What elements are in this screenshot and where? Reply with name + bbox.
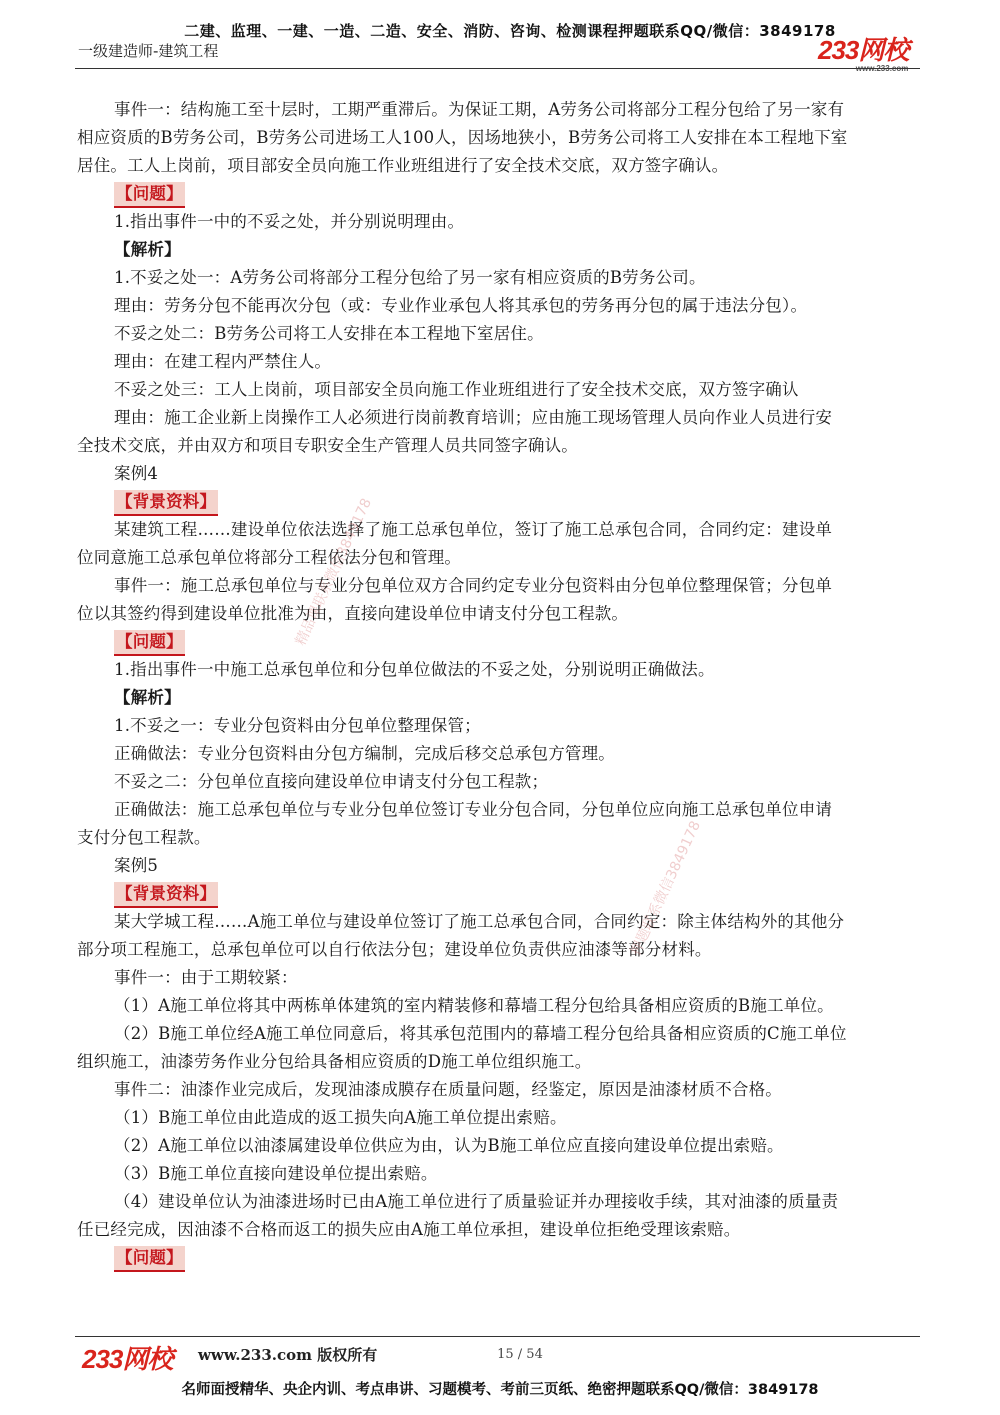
- body-line: 某大学城工程……A施工单位与建设单位签订了施工总承包合同，合同约定：除主体结构外的其他分: [114, 912, 845, 931]
- section-label-background: 【背景资料】: [77, 880, 923, 908]
- subject-title: 一级建造师-建筑工程: [78, 42, 219, 60]
- body-line: （2）B施工单位经A施工单位同意后，将其承包范围内的幕墙工程分包给具备相应资质的C施工单位: [114, 1024, 847, 1043]
- body-line: 事件一：结构施工至十层时，工期严重滞后。为保证工期，A劳务公司将部分工程分包给了另一家有: [114, 100, 845, 119]
- body-line: 理由：施工企业新上岗操作工人必须进行岗前教育培训；应由施工现场管理人员向作业人员进行安: [114, 408, 833, 427]
- page-number: 15 / 54: [497, 1347, 543, 1362]
- footer-copyright: www.233.com 版权所有: [198, 1346, 378, 1364]
- body-line: （3）B施工单位直接向建设单位提出索赔。: [114, 1164, 438, 1183]
- body-line: 1.不妥之一：专业分包资料由分包单位整理保管；: [114, 716, 481, 735]
- body-line: 理由：劳务分包不能再次分包（或：专业作业承包人将其承包的劳务再分包的属于违法分包）。: [114, 296, 808, 315]
- header-divider: [75, 68, 920, 69]
- watermark: 押题联系微信3849178: [627, 818, 705, 959]
- document-body: [77, 96, 923, 1272]
- section-label-background: 【背景资料】: [77, 488, 923, 516]
- body-line: 支付分包工程款。: [77, 828, 211, 847]
- footer-banner: 名师面授精华、央企内训、考点串讲、习题模考、考前三页纸、绝密押题联系QQ/微信：3849178: [181, 1382, 819, 1398]
- body-line: 不妥之处三：工人上岗前，项目部安全员向施工作业班组进行了安全技术交底，双方签字确认: [114, 380, 799, 399]
- body-line: （1）A施工单位将其中两栋单体建筑的室内精装修和幕墙工程分包给具备相应资质的B施工单位。: [114, 996, 834, 1015]
- body-line: 位同意施工总承包单位将部分工程依法分包和管理。: [77, 548, 462, 567]
- body-line: 1.指出事件一中施工总承包单位和分包单位做法的不妥之处，分别说明正确做法。: [114, 660, 715, 679]
- body-line: （4）建设单位认为油漆进场时已由A施工单位进行了质量验证并办理接收手续，其对油漆的质量责: [114, 1192, 839, 1211]
- brand-logo-text: 233网校: [818, 35, 909, 65]
- section-label-question: 【问题】: [77, 180, 923, 208]
- section-label-analysis: 【解析】: [114, 688, 181, 707]
- watermark: 精品课联系微信3849178: [292, 495, 375, 649]
- body-line: 居住。工人上岗前，项目部安全员向施工作业班组进行了安全技术交底，双方签字确认。: [77, 156, 729, 175]
- section-label-question: 【问题】: [77, 628, 923, 656]
- body-line: 部分项工程施工，总承包单位可以自行依法分包；建设单位负责供应油漆等部分材料。: [77, 940, 712, 959]
- body-line: 事件一：施工总承包单位与专业分包单位双方合同约定专业分包资料由分包单位整理保管；分包单: [114, 576, 833, 595]
- case-heading: 案例5: [114, 856, 159, 875]
- section-label-question: 【问题】: [77, 1244, 923, 1272]
- brand-logo-url: www.233.com: [855, 64, 909, 73]
- section-label-analysis: 【解析】: [114, 240, 181, 259]
- body-line: （2）A施工单位以油漆属建设单位供应为由，认为B施工单位应直接向建设单位提出索赔。: [114, 1136, 784, 1155]
- body-line: 1.不妥之处一：A劳务公司将部分工程分包给了另一家有相应资质的B劳务公司。: [114, 268, 706, 287]
- body-line: 事件二：油漆作业完成后，发现油漆成膜存在质量问题，经鉴定，原因是油漆材质不合格。: [114, 1080, 782, 1099]
- header-banner: 二建、监理、一建、一造、二造、安全、消防、咨询、检测课程押题联系QQ/微信：3849178: [184, 22, 836, 40]
- body-line: 正确做法：专业分包资料由分包方编制，完成后移交总承包方管理。: [114, 744, 615, 763]
- case-heading: 案例4: [114, 464, 159, 483]
- brand-logo: [818, 30, 908, 73]
- body-line: 理由：在建工程内严禁住人。: [114, 352, 332, 371]
- body-line: 事件一：由于工期较紧：: [114, 968, 298, 987]
- footer-divider: [75, 1336, 920, 1337]
- body-line: 不妥之处二：B劳务公司将工人安排在本工程地下室居住。: [114, 324, 544, 343]
- body-line: 不妥之二：分包单位直接向建设单位申请支付分包工程款；: [114, 772, 549, 791]
- body-line: 某建筑工程……建设单位依法选择了施工总承包单位，签订了施工总承包合同，合同约定：建设单: [114, 520, 833, 539]
- body-line: 相应资质的B劳务公司，B劳务公司进场工人100人，因场地狭小，B劳务公司将工人安排在本工程地下室: [77, 128, 848, 147]
- body-line: 正确做法：施工总承包单位与专业分包单位签订专业分包合同，分包单位应向施工总承包单位申请: [114, 800, 833, 819]
- body-line: 任已经完成，因油漆不合格而返工的损失应由A施工单位承担，建设单位拒绝受理该索赔。: [77, 1220, 741, 1239]
- body-line: 全技术交底，并由双方和项目专职安全生产管理人员共同签字确认。: [77, 436, 578, 455]
- body-line: 1.指出事件一中的不妥之处，并分别说明理由。: [114, 212, 465, 231]
- body-line: 位以其签约得到建设单位批准为由，直接向建设单位申请支付分包工程款。: [77, 604, 629, 623]
- body-line: （1）B施工单位由此造成的返工损失向A施工单位提出索赔。: [114, 1108, 567, 1127]
- body-line: 组织施工，油漆劳务作业分包给具备相应资质的D施工单位组织施工。: [77, 1052, 592, 1071]
- footer-logo: 233网校: [82, 1344, 173, 1374]
